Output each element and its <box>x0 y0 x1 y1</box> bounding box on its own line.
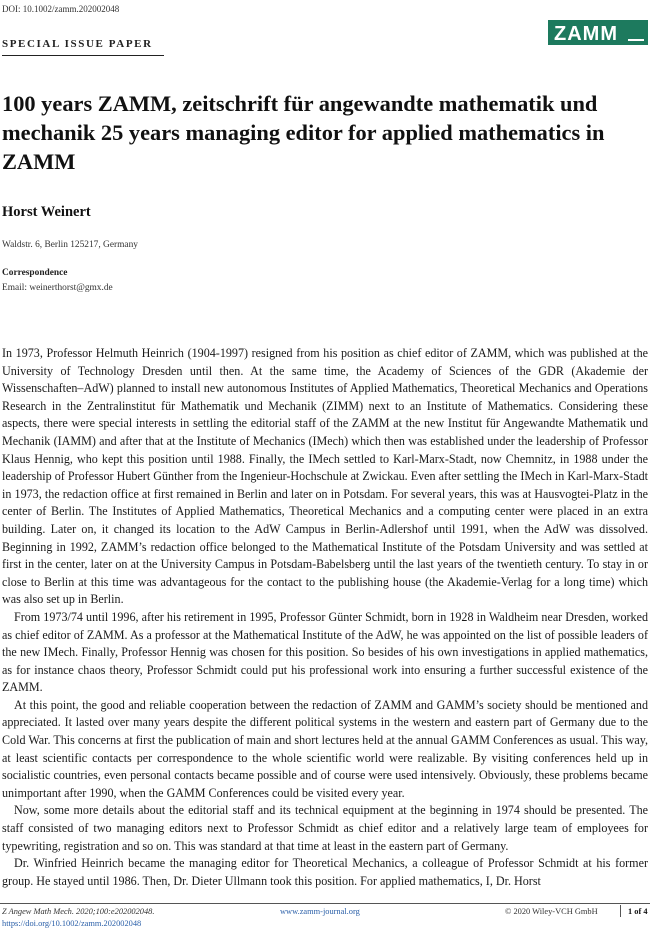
footer-separator <box>620 905 621 917</box>
correspondence-email[interactable]: Email: weinerthorst@gmx.de <box>2 283 113 293</box>
author-affiliation: Waldstr. 6, Berlin 125217, Germany <box>2 240 138 250</box>
footer-journal-citation: Z Angew Math Mech. 2020;100:e202002048. <box>2 907 155 916</box>
author-name: Horst Weinert <box>2 204 91 220</box>
body-paragraph: From 1973/74 until 1996, after his retirement in 1995, Professor Günter Schmidt, born in 1928 in Waldheim near Dresden, worked as chief editor of ZAMM. As a professor at the Mathematical Institute of the AdW, he was appointed on the list of possible leaders of the new IMech. Finally, Professor Hennig was chosen for this position. So besides of his own investigations in applied mathematics, as for instance chaos theory, Professor Schmidt could put his professional work into ensuring a further successful existence of the ZAMM. <box>2 609 648 695</box>
footer-copyright: © 2020 Wiley-VCH GmbH <box>505 907 598 916</box>
doi-line: DOI: 10.1002/zamm.202002048 <box>2 4 120 14</box>
footer-page-number: 1 of 4 <box>628 907 648 916</box>
body-paragraph: At this point, the good and reliable cooperation between the redaction of ZAMM and GAMM’s society should be mentioned and appreciated. It lasted over many years despite the different political systems in the western and eastern part of Germany due to the Cold War. This concerns at first the publication of main and short lectures held at the annual GAMM Conferences as usual. This way, at least scientific contacts per correspondence to the whole scientific world were realizable. By visiting conferences held up in socialistic countries, even personal contacts became possible and of course were used intensively. Obviously, these problems became unimportant after 1990, when the GAMM Conferences could be visited every year. <box>2 697 648 800</box>
correspondence-label: Correspondence <box>2 268 68 278</box>
body-paragraph: Now, some more details about the editorial staff and its technical equipment at the beginning in 1974 should be presented. The staff consisted of two managing editors next to Professor Schmidt as chief editor and a relatively large team of employees for typewriting, registration and so on. This was standard at that time at least in the eastern part of Germany. <box>2 803 648 853</box>
body-paragraph: In 1973, Professor Helmuth Heinrich (1904-1997) resigned from his position as chief editor of ZAMM, which was published at the University of Technology Dresden until then. At the same time, the Academy of Sciences of the GDR (Akademie der Wissenschaften–AdW) planned to install new autonomous Institutes of Applied Mathematics, Theoretical Mechanics and Operations Research in the Zentralinstitut für Mathematik und Mechanik (ZIMM) next to an Institute of Mathematics. Considering these aspects, there were special interests in settling the editorial staff of the ZAMM at the new Institut für Angewandte Mathematik und Mechanik (IAMM) and after that at the Institute of Mechanics (IMech) which then was established under the leadership of Professor Klaus Hennig, who kept this position until 1988. Finally, the IMech settled to Karl-Marx-Stadt, now Chemnitz, in 1988 under the leadership of Professor Hubert Günther from the Ingenieur-Hochschule at Zwickau. Even after settling the IMech in Karl-Marx-Stadt in 1973, the redaction office at first remained in Berlin and later on in Potsdam. For several years, this was at Hausvogtei-Platz in the center of Berlin. The Institutes of Applied Mathematics, Theoretical Mechanics and a computing center were placed in an extra building. Later on, it changed its location to the AdW Campus in Berlin-Adlershof until 1991, when the AdW was dissolved. Beginning in 1992, ZAMM’s redaction office belonged to the Mathematical Institute of the Potsdam University and was settled at first in the center, later on at the University Campus in Potsdam-Babelsberg until the last years of the twentieth century. To stay in or close to Berlin at this time was advantageous for the contact to the publishing house (the Akademie-Verlag for a long time) which was also set up in Berlin. <box>2 346 648 607</box>
body-paragraph: Dr. Winfried Heinrich became the managing editor for Theoretical Mechanics, a colleague of Professor Schmidt at his former group. He stayed until 1986. Then, Dr. Dieter Ullmann took this position. For applied mathematics, I, Dr. Horst <box>2 856 648 888</box>
footer-doi-link[interactable]: https://doi.org/10.1002/zamm.202002048 <box>2 919 142 928</box>
article-title: 100 years ZAMM, zeitschrift für angewandte mathematik und mechanik 25 years managing editor for applied mathematics in ZAMM <box>2 91 605 174</box>
footer-rule <box>0 903 650 904</box>
logo-underline <box>628 39 644 41</box>
article-type-label: SPECIAL ISSUE PAPER <box>2 38 153 50</box>
article-type-rule <box>2 55 164 56</box>
article-body <box>2 345 648 890</box>
zamm-logo <box>548 20 648 45</box>
footer-website-link[interactable]: www.zamm-journal.org <box>280 907 360 916</box>
logo-text: ZAMM <box>554 23 618 45</box>
